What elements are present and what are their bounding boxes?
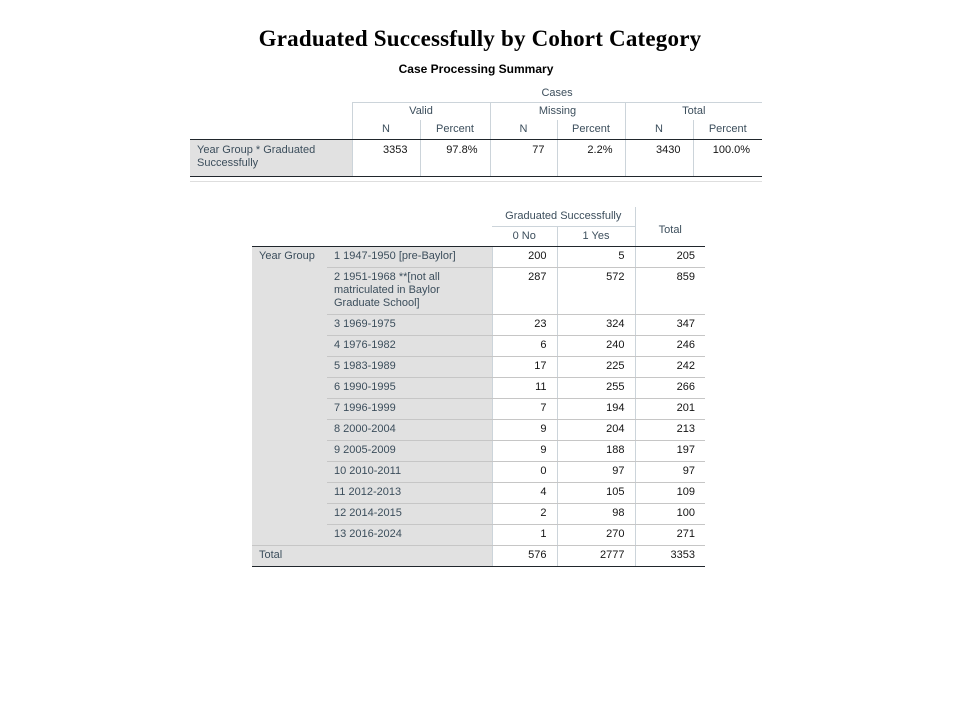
count-no: 200 — [492, 246, 557, 267]
count-total: 213 — [635, 419, 705, 440]
total-column-header: Total — [635, 207, 705, 246]
case-processing-title: Case Processing Summary — [398, 62, 554, 76]
n-header: N — [352, 120, 420, 139]
stub-blank — [190, 120, 352, 139]
case-processing-summary — [190, 62, 762, 177]
total-percent-value: 100.0% — [693, 139, 762, 176]
category-label: 4 1976-1982 — [327, 335, 492, 356]
count-no: 11 — [492, 377, 557, 398]
count-yes: 105 — [557, 482, 635, 503]
count-yes: 204 — [557, 419, 635, 440]
count-total: 100 — [635, 503, 705, 524]
percent-header: Percent — [557, 120, 625, 139]
count-yes: 225 — [557, 356, 635, 377]
count-yes: 188 — [557, 440, 635, 461]
category-label: 9 2005-2009 — [327, 440, 492, 461]
count-yes: 5 — [557, 246, 635, 267]
crosstab — [252, 207, 705, 567]
count-total: 242 — [635, 356, 705, 377]
category-label: 11 2012-2013 — [327, 482, 492, 503]
count-no: 4 — [492, 482, 557, 503]
count-no: 6 — [492, 335, 557, 356]
category-label: 2 1951-1968 **[not all matriculated in Baylor Graduate School] — [327, 267, 492, 314]
table-row — [252, 246, 705, 267]
percent-header: Percent — [420, 120, 490, 139]
stub-blank — [190, 85, 352, 102]
row-group-label: Year Group — [252, 246, 327, 545]
count-yes: 255 — [557, 377, 635, 398]
count-yes: 572 — [557, 267, 635, 314]
count-no: 9 — [492, 419, 557, 440]
total-row-label: Total — [252, 545, 492, 566]
count-total: 109 — [635, 482, 705, 503]
stub-blank — [252, 226, 492, 246]
count-yes: 194 — [557, 398, 635, 419]
count-total: 859 — [635, 267, 705, 314]
count-yes: 240 — [557, 335, 635, 356]
crosstab-table — [252, 207, 705, 567]
cases-header: Cases — [352, 85, 762, 102]
missing-group-header: Missing — [490, 102, 625, 120]
category-label: 6 1990-1995 — [327, 377, 492, 398]
case-row-label: Year Group * Graduated Successfully — [190, 139, 352, 176]
count-total: 197 — [635, 440, 705, 461]
count-no: 23 — [492, 314, 557, 335]
stub-blank — [190, 102, 352, 120]
count-total: 3353 — [635, 545, 705, 566]
yes-column-header: 1 Yes — [557, 226, 635, 246]
count-no: 576 — [492, 545, 557, 566]
category-label: 10 2010-2011 — [327, 461, 492, 482]
category-label: 1 1947-1950 [pre-Baylor] — [327, 246, 492, 267]
count-no: 17 — [492, 356, 557, 377]
count-total: 266 — [635, 377, 705, 398]
category-label: 12 2014-2015 — [327, 503, 492, 524]
count-no: 287 — [492, 267, 557, 314]
count-total: 205 — [635, 246, 705, 267]
total-row — [252, 545, 705, 566]
valid-percent-value: 97.8% — [420, 139, 490, 176]
count-no: 2 — [492, 503, 557, 524]
count-no: 0 — [492, 461, 557, 482]
category-label: 3 1969-1975 — [327, 314, 492, 335]
page-title: Graduated Successfully by Cohort Category — [258, 26, 702, 52]
category-label: 7 1996-1999 — [327, 398, 492, 419]
count-total: 271 — [635, 524, 705, 545]
column-group-header: Graduated Successfully — [492, 207, 635, 226]
n-header: N — [625, 120, 693, 139]
percent-header: Percent — [693, 120, 762, 139]
no-column-header: 0 No — [492, 226, 557, 246]
count-yes: 98 — [557, 503, 635, 524]
category-label: 13 2016-2024 — [327, 524, 492, 545]
case-processing-table — [190, 85, 762, 177]
count-no: 7 — [492, 398, 557, 419]
total-n-value: 3430 — [625, 139, 693, 176]
valid-group-header: Valid — [352, 102, 490, 120]
count-no: 1 — [492, 524, 557, 545]
count-total: 347 — [635, 314, 705, 335]
case-processing-row — [190, 139, 762, 176]
stub-blank — [252, 207, 492, 226]
category-label: 8 2000-2004 — [327, 419, 492, 440]
category-label: 5 1983-1989 — [327, 356, 492, 377]
count-yes: 324 — [557, 314, 635, 335]
count-no: 9 — [492, 440, 557, 461]
count-yes: 270 — [557, 524, 635, 545]
missing-percent-value: 2.2% — [557, 139, 625, 176]
valid-n-value: 3353 — [352, 139, 420, 176]
missing-n-value: 77 — [490, 139, 557, 176]
n-header: N — [490, 120, 557, 139]
total-group-header: Total — [625, 102, 762, 120]
count-total: 97 — [635, 461, 705, 482]
count-total: 246 — [635, 335, 705, 356]
count-total: 201 — [635, 398, 705, 419]
count-yes: 97 — [557, 461, 635, 482]
count-yes: 2777 — [557, 545, 635, 566]
table-outer-edge — [190, 181, 762, 182]
